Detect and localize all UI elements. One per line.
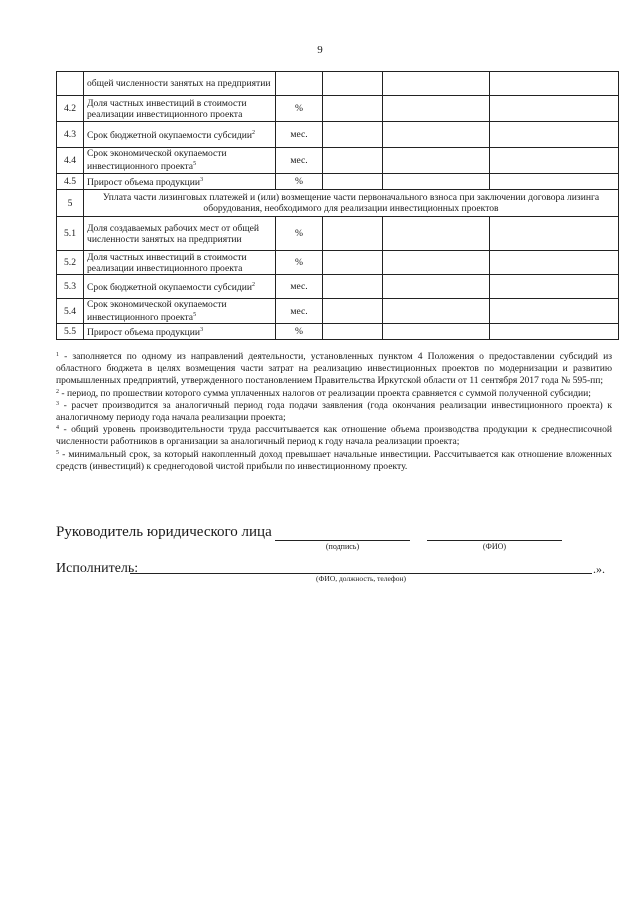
footnote-mark: 3: [56, 400, 59, 407]
value-cell[interactable]: [383, 96, 490, 122]
indicator-label: [84, 251, 276, 275]
value-cell[interactable]: [383, 324, 490, 340]
unit-cell: мес.: [276, 275, 323, 299]
value-cell[interactable]: [490, 217, 619, 251]
indicator-text: Срок экономической окупаемости инвестиционного проекта: [87, 148, 227, 173]
indicator-label: [84, 324, 276, 340]
row-number: 5.1: [57, 217, 84, 251]
unit-cell: %: [276, 251, 323, 275]
table-row: [57, 96, 619, 122]
footnote-ref: 3: [200, 327, 204, 334]
executor-caption: (ФИО, должность, телефон): [315, 574, 406, 583]
table-row: [57, 174, 619, 190]
signature-caption: (подпись): [325, 542, 360, 551]
table-row: [57, 190, 619, 217]
footnote: [56, 400, 612, 424]
footnote-ref: 2: [252, 129, 255, 136]
value-cell[interactable]: [490, 324, 619, 340]
indicator-text: общей численности занятых на предприятии: [87, 78, 271, 89]
value-cell[interactable]: [490, 299, 619, 324]
unit-cell: %: [276, 174, 323, 190]
footnote-mark: 1: [56, 352, 59, 358]
indicator-label: [84, 72, 276, 96]
footnote-text: - расчет производится за аналогичный период года подачи заявления (года окончания реализации инвестиционного проекта) к аналогичному периоду года начала реализации проекта;: [56, 399, 612, 424]
footnote-mark: 5: [56, 449, 59, 456]
unit-cell: %: [276, 217, 323, 251]
footnotes: [56, 351, 612, 473]
footnote-text: - минимальный срок, за который накопленный доход превышает начальные инвестиции. Рассчитывается как отношение вложенных средств (инвестиций) к среднегодовой чистой прибыли по инвестиционному проекту.: [56, 448, 612, 472]
footnote-ref: 2: [252, 281, 255, 288]
footnote-ref: 3: [200, 176, 204, 183]
value-cell[interactable]: [383, 148, 490, 174]
table-row: [57, 122, 619, 148]
unit-cell: мес.: [276, 299, 323, 324]
value-cell[interactable]: [490, 251, 619, 275]
table-row: [57, 251, 619, 275]
row-number: 4.3: [57, 122, 84, 148]
footnote-mark: 4: [56, 425, 59, 432]
footnote-ref: 5: [193, 161, 197, 168]
unit-cell: мес.: [276, 122, 323, 148]
row-number: 5.5: [57, 324, 84, 340]
value-cell[interactable]: [490, 122, 619, 148]
table-row: [57, 148, 619, 174]
indicators-table: [56, 71, 619, 340]
value-cell[interactable]: [323, 122, 383, 148]
indicator-label: [84, 299, 276, 324]
value-cell[interactable]: [323, 275, 383, 299]
value-cell[interactable]: [323, 217, 383, 251]
row-number: 4.2: [57, 96, 84, 122]
row-number: 5.2: [57, 251, 84, 275]
value-cell[interactable]: [323, 324, 383, 340]
name-caption: (ФИО): [482, 542, 507, 551]
value-cell[interactable]: [490, 174, 619, 190]
footnote: [56, 449, 612, 473]
value-cell[interactable]: [383, 251, 490, 275]
value-cell[interactable]: [490, 275, 619, 299]
row-number: [57, 72, 84, 96]
head-of-legal-entity-label: Руководитель юридического лица: [56, 524, 272, 540]
indicator-label: [84, 275, 276, 299]
footnote-text: - заполняется по одному из направлений деятельности, установленных пунктом 4 Положения о предоставлении субсидий из областного бюджета в целях возмещения части затрат на реализацию инвестиционных проектов по модернизации и развитию промышленных предприятий, утвержденного постановлением Правительства Иркутской области от 11 сентября 2017 года № 595-пп;: [56, 351, 612, 387]
executor-label: Исполнитель:: [56, 561, 139, 576]
value-cell[interactable]: [323, 72, 383, 96]
unit-cell: [276, 72, 323, 96]
value-cell[interactable]: [383, 122, 490, 148]
table-row: [57, 217, 619, 251]
value-cell[interactable]: [323, 148, 383, 174]
footnote-mark: 2: [56, 388, 59, 395]
footnote-ref: 5: [193, 312, 197, 318]
table-row: [57, 324, 619, 340]
row-number: 5: [57, 190, 84, 217]
indicator-text: Срок бюджетной окупаемости субсидии: [87, 282, 252, 294]
indicator-text: Доля частных инвестиций в стоимости реализации инвестиционного проекта: [87, 251, 247, 274]
indicator-text: Срок экономической окупаемости инвестиционного проекта: [87, 299, 227, 324]
name-line[interactable]: [427, 540, 562, 541]
value-cell[interactable]: [323, 96, 383, 122]
value-cell[interactable]: [490, 148, 619, 174]
row-number: 4.5: [57, 174, 84, 190]
indicator-text: Доля создаваемых рабочих мест от общей численности занятых на предприятии: [87, 222, 260, 245]
indicator-text: Прирост объема продукции: [87, 177, 201, 189]
footnote: [56, 351, 612, 388]
unit-cell: %: [276, 324, 323, 340]
section-heading: Уплата части лизинговых платежей и (или) возмещение части первоначального взноса при заключении договора лизинга оборудования, необходимого для реализации инвестиционных проектов: [84, 190, 619, 217]
indicator-label: [84, 96, 276, 122]
indicator-text: Прирост объема продукции: [87, 327, 201, 339]
footnote-text: - период, по прошествии которого сумма уплаченных налогов от реализации проекта сравняется с суммой полученной субсидии;: [59, 387, 591, 399]
unit-cell: мес.: [276, 148, 323, 174]
value-cell[interactable]: [490, 72, 619, 96]
footnote: [56, 424, 612, 448]
value-cell[interactable]: [323, 251, 383, 275]
value-cell[interactable]: [323, 174, 383, 190]
table-row: [57, 275, 619, 299]
row-number: 4.4: [57, 148, 84, 174]
value-cell[interactable]: [323, 299, 383, 324]
indicator-text: Доля частных инвестиций в стоимости реализации инвестиционного проекта: [87, 97, 247, 120]
footnote-text: - общий уровень производительности труда рассчитывается как отношение объема производства продукции к среднесписочной численности работников в организации за аналогичный период к году начала реализации проекта;: [56, 424, 612, 448]
footnote: [56, 388, 612, 400]
indicator-label: [84, 148, 276, 174]
value-cell[interactable]: [383, 174, 490, 190]
indicator-label: [84, 174, 276, 190]
value-cell[interactable]: [383, 72, 490, 96]
unit-cell: %: [276, 96, 323, 122]
page-number: 9: [317, 44, 323, 56]
value-cell[interactable]: [490, 96, 619, 122]
value-cell[interactable]: [383, 217, 490, 251]
indicator-label: [84, 217, 276, 251]
signature-line[interactable]: [275, 540, 410, 541]
row-number: 5.3: [57, 275, 84, 299]
table-row: [57, 72, 619, 96]
value-cell[interactable]: [383, 275, 490, 299]
indicator-text: Срок бюджетной окупаемости субсидии: [87, 130, 252, 142]
value-cell[interactable]: [383, 299, 490, 324]
indicator-label: [84, 122, 276, 148]
row-number: 5.4: [57, 299, 84, 324]
executor-end-mark: .».: [593, 562, 605, 576]
table-row: [57, 299, 619, 324]
